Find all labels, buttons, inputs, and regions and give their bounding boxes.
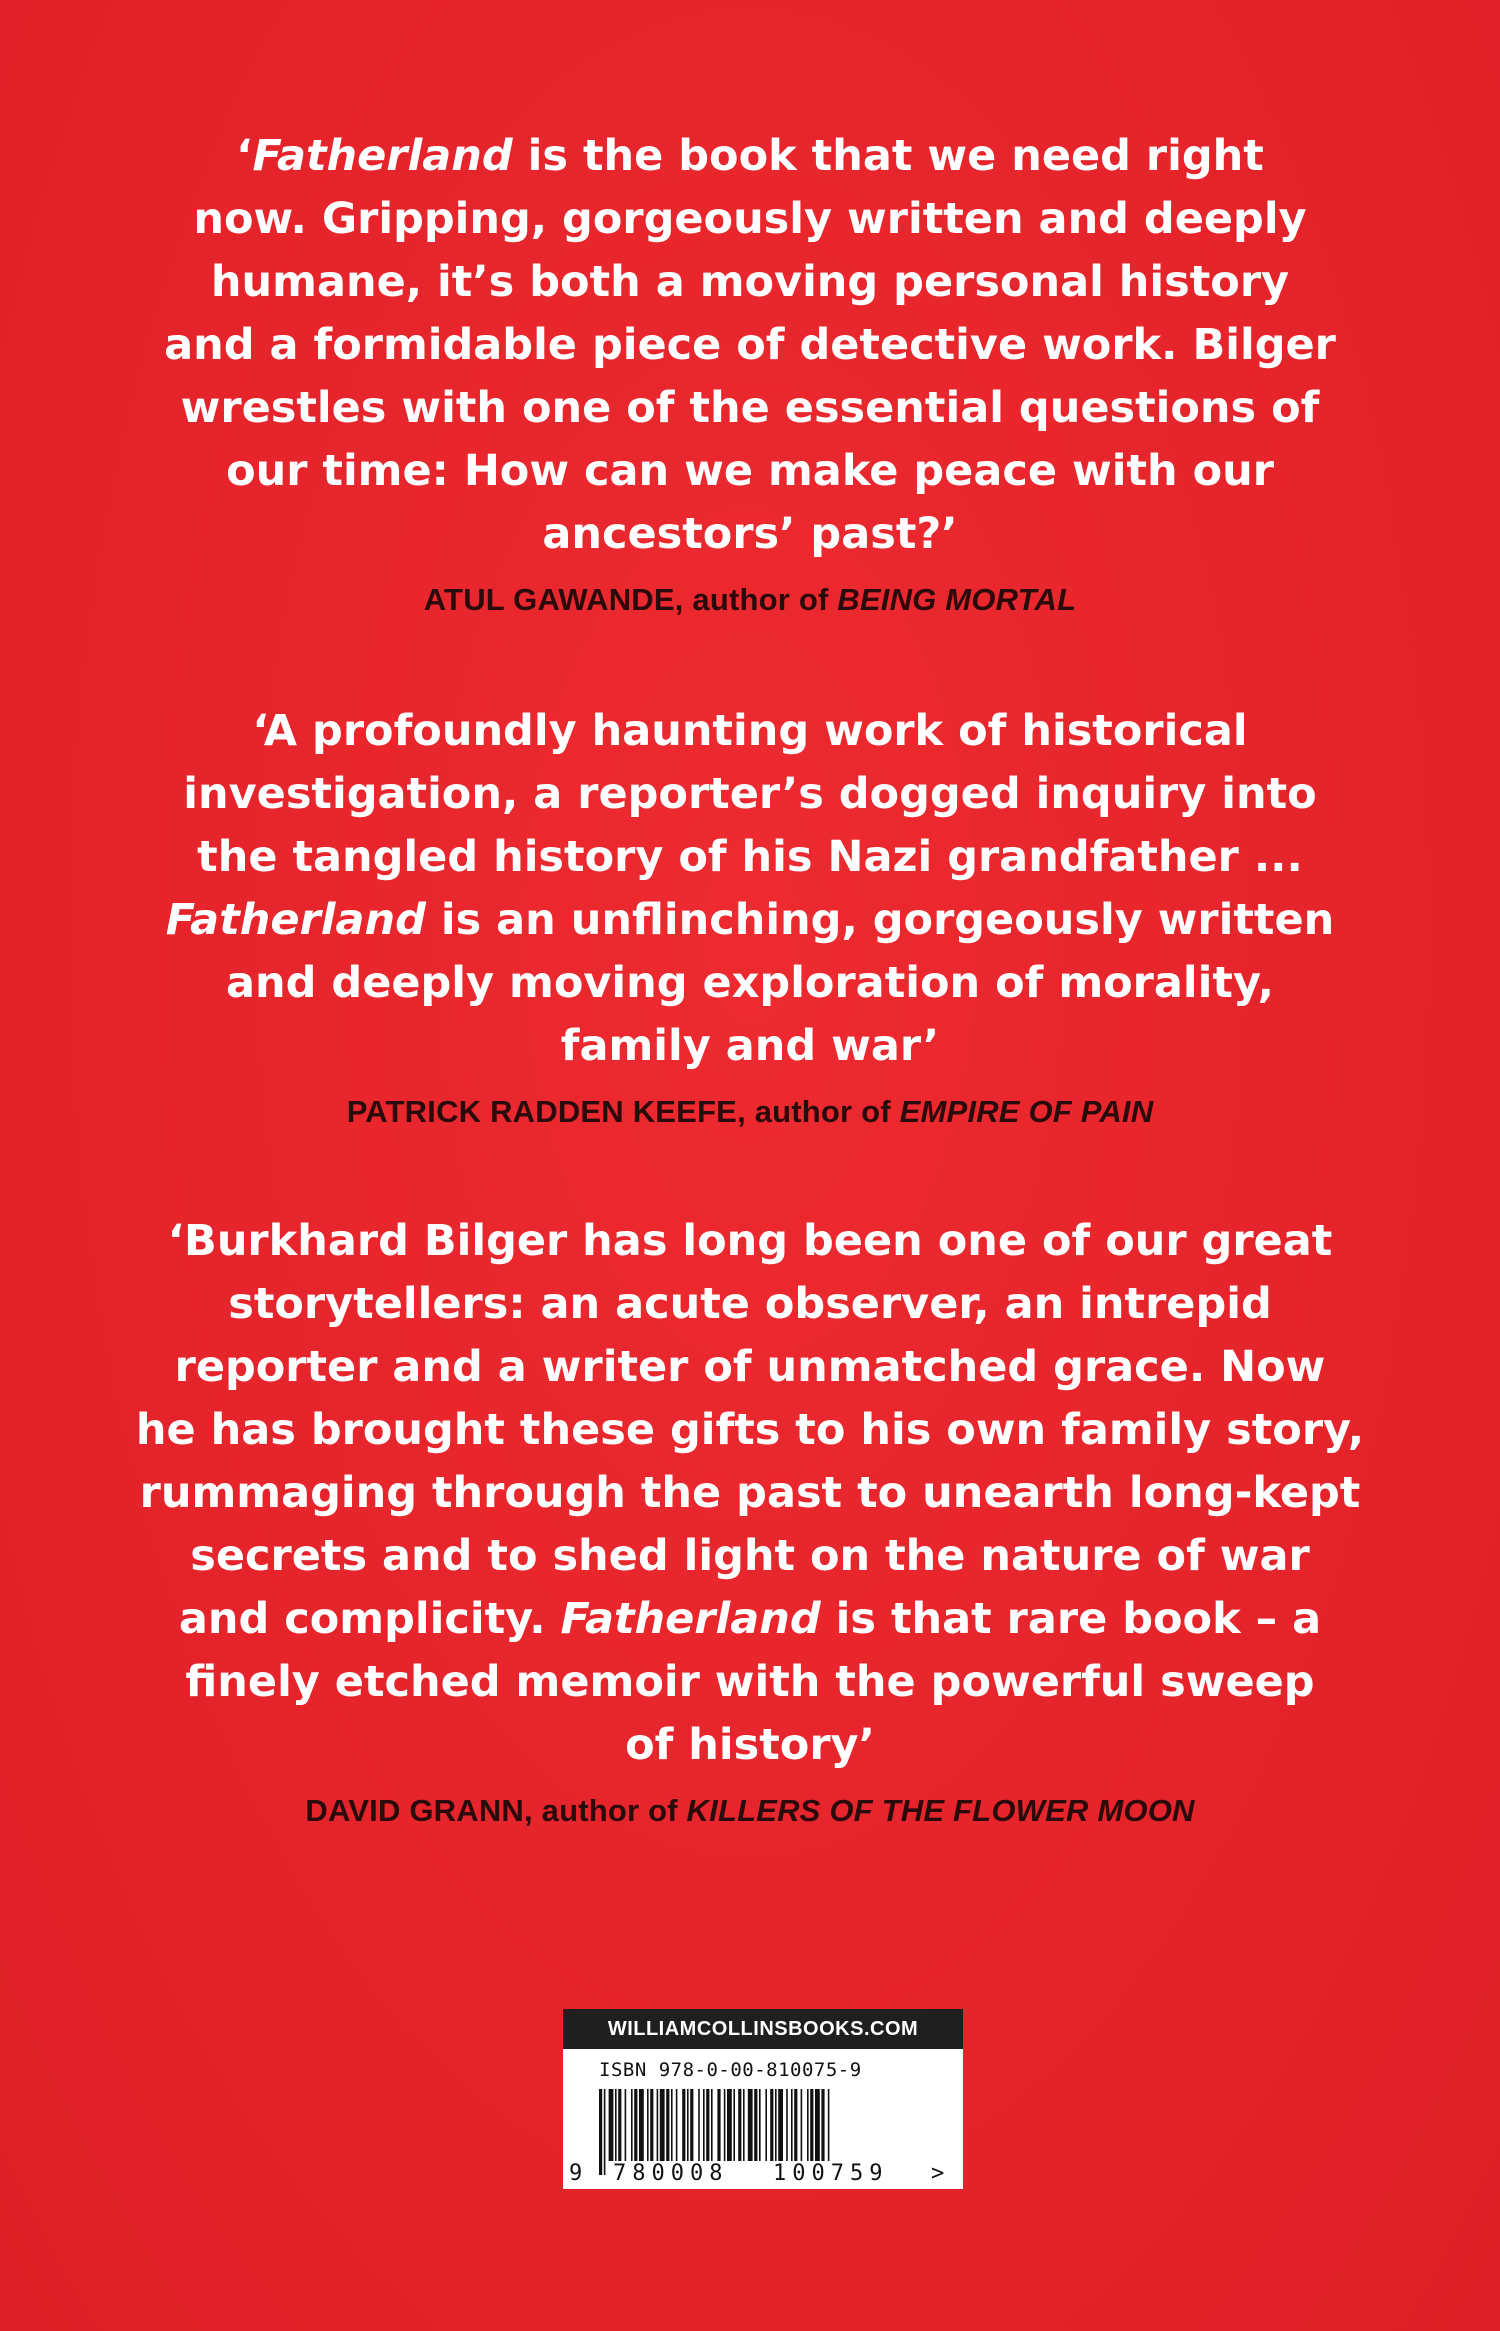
- quote-text: reporter and a writer of unmatched grace. Now: [174, 1342, 1326, 1392]
- attribution-book: EMPIRE OF PAIN: [899, 1094, 1154, 1129]
- attribution-author: DAVID GRANN: [305, 1793, 524, 1828]
- quote-text: now. Gripping, gorgeously written and deeply: [193, 194, 1307, 244]
- quote-line: [130, 503, 1370, 566]
- quote-line: [130, 1273, 1370, 1336]
- quote-text: and complicity.: [178, 1594, 561, 1644]
- quote-line: [130, 763, 1370, 826]
- quote-line: [130, 440, 1370, 503]
- book-title-italic: Fatherland: [560, 1594, 821, 1644]
- barcode-arrow: >: [931, 2161, 945, 2186]
- quote-line: [130, 1399, 1370, 1462]
- quote-text: is the book that we need right: [512, 131, 1264, 181]
- quote-text: our time: How can we make peace with our: [226, 446, 1274, 496]
- attribution-author: ATUL GAWANDE: [423, 582, 675, 617]
- blurb-keefe: [130, 700, 1370, 1132]
- book-title-italic: Fatherland: [252, 131, 513, 181]
- quote-text: he has brought these gifts to his own family story,: [135, 1405, 1365, 1455]
- quote-line: [130, 1462, 1370, 1525]
- quote-text: investigation, a reporter’s dogged inquiry into: [183, 769, 1317, 819]
- quote-text: humane, it’s both a moving personal history: [210, 257, 1290, 307]
- quote-line: [130, 1210, 1370, 1273]
- quote-line: [130, 889, 1370, 952]
- blurb-attribution: [130, 1092, 1370, 1132]
- isbn-label: ISBN 978-0-00-810075-9: [599, 2059, 862, 2081]
- quote-line: [130, 1651, 1370, 1714]
- quote-line: [130, 1525, 1370, 1588]
- quote-text: ancestors’ past?’: [542, 509, 958, 559]
- quote-line: [130, 377, 1370, 440]
- publisher-website: WILLIAMCOLLINSBOOKS.COM: [563, 2009, 963, 2049]
- attribution-author: PATRICK RADDEN KEEFE: [346, 1094, 738, 1129]
- quote-text: rummaging through the past to unearth long-kept: [139, 1468, 1361, 1518]
- quote-text: wrestles with one of the essential questions of: [180, 383, 1320, 433]
- attribution-connector: , author of: [737, 1094, 900, 1129]
- quote-line: [130, 188, 1370, 251]
- quote-line: [130, 826, 1370, 889]
- blurb-attribution: [130, 580, 1370, 620]
- quote-line: [130, 952, 1370, 1015]
- quote-text: is that rare book – a: [820, 1594, 1322, 1644]
- quote-text: and a formidable piece of detective work. Bilger: [164, 320, 1336, 370]
- book-title-italic: Fatherland: [165, 895, 426, 945]
- quote-line: [130, 125, 1370, 188]
- quote-text: and deeply moving exploration of morality,: [226, 958, 1274, 1008]
- blurb-attribution: [130, 1791, 1370, 1831]
- barcode-digits-right: 100759: [773, 2161, 889, 2186]
- quote-text: ‘: [236, 131, 253, 181]
- quote-line: [130, 700, 1370, 763]
- quote-text: the tangled history of his Nazi grandfather ...: [197, 832, 1303, 882]
- attribution-connector: , author of: [674, 582, 838, 617]
- barcode-panel: [563, 2049, 963, 2189]
- quote-text: family and war’: [560, 1021, 940, 1071]
- quote-text: is an unflinching, gorgeously written: [425, 895, 1335, 945]
- quote-line: [130, 251, 1370, 314]
- blurb-quote: [130, 1210, 1370, 1777]
- quote-line: [130, 1336, 1370, 1399]
- blurb-gawande: [130, 125, 1370, 620]
- barcode-digit-lead: 9: [569, 2161, 583, 2186]
- attribution-book: BEING MORTAL: [837, 582, 1077, 617]
- barcode-block: [563, 2009, 963, 2189]
- blurb-quote: [130, 700, 1370, 1078]
- quote-line: [130, 1015, 1370, 1078]
- quote-text: storytellers: an acute observer, an intrepid: [228, 1279, 1272, 1329]
- attribution-book: KILLERS OF THE FLOWER MOON: [686, 1793, 1195, 1828]
- blurb-grann: [130, 1210, 1370, 1831]
- quote-line: [130, 1588, 1370, 1651]
- quote-text: of history’: [625, 1720, 875, 1770]
- quote-text: ‘A profoundly haunting work of historical: [252, 706, 1248, 756]
- quote-line: [130, 1714, 1370, 1777]
- quote-text: finely etched memoir with the powerful sweep: [185, 1657, 1315, 1707]
- quote-text: secrets and to shed light on the nature of war: [190, 1531, 1310, 1581]
- quote-line: [130, 314, 1370, 377]
- barcode-digits-left: 780008: [613, 2161, 729, 2186]
- quote-text: ‘Burkhard Bilger has long been one of our great: [167, 1216, 1333, 1266]
- blurb-quote: [130, 125, 1370, 566]
- attribution-connector: , author of: [524, 1793, 687, 1828]
